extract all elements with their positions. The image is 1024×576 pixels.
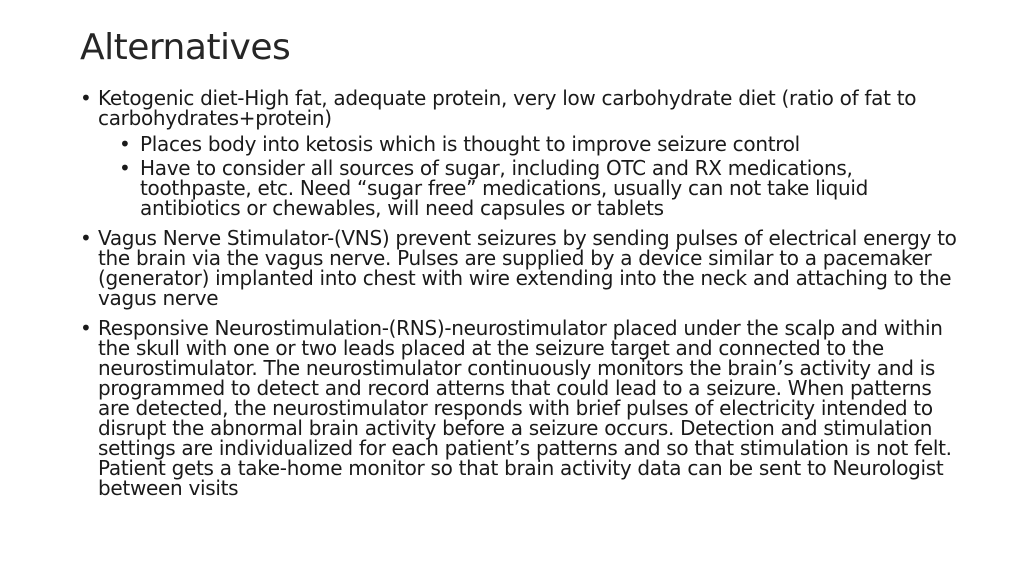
sub-bullet-text: Have to consider all sources of sugar, including OTC and RX medications, toothpaste, etc. Need “sugar free” medications, usually can not take liquid antibiotics or chewables, will need capsules or tablets bbox=[140, 156, 869, 220]
sub-bullet-list bbox=[98, 134, 960, 218]
slide-title: Alternatives bbox=[80, 27, 291, 68]
sub-bullet-sugar-sources bbox=[119, 158, 960, 218]
bullet-vagus-nerve-stimulator bbox=[80, 228, 960, 308]
slide-content bbox=[80, 88, 960, 508]
bullet-ketogenic-diet bbox=[80, 88, 960, 218]
sub-bullet-ketosis bbox=[119, 134, 960, 154]
bullet-text: Responsive Neurostimulation-(RNS)-neurostimulator placed under the scalp and within the skull with one or two leads placed at the seizure target and connected to the neurostimulator. The neurostimulator continuously monitors the brain’s activity and is programmed to detect and record atterns that could lead to a seizure. When patterns are detected, the neurostimulator responds with brief pulses of electricity intended to disrupt the abnormal brain activity before a seizure occurs. Detection and stimulation settings are individualized for each patient’s patterns and so that stimulation is not felt. Patient gets a take-home monitor so that brain activity data can be sent to Neurologist between visits bbox=[98, 316, 952, 500]
bullet-text: Ketogenic diet-High fat, adequate protein, very low carbohydrate diet (ratio of fat to carbohydrates+protein) bbox=[98, 86, 917, 130]
bullet-list bbox=[80, 88, 960, 498]
bullet-text: Vagus Nerve Stimulator-(VNS) prevent seizures by sending pulses of electrical energy to the brain via the vagus nerve. Pulses are supplied by a device similar to a pacemaker (generator) implanted into chest with wire extending into the neck and attaching to the vagus nerve bbox=[98, 226, 957, 310]
sub-bullet-text: Places body into ketosis which is thought to improve seizure control bbox=[140, 132, 800, 156]
bullet-responsive-neurostimulation bbox=[80, 318, 960, 498]
